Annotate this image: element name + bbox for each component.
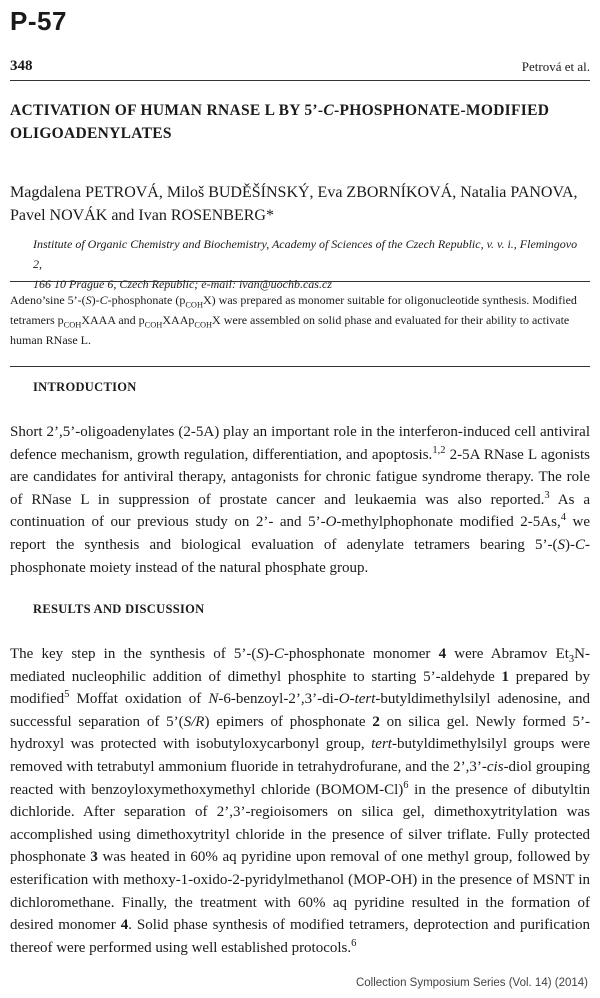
introduction-paragraph: Short 2’,5’-oligoadenylates (2-5A) play an important role in the interferon-induced cell antiviral defence mechanism, growth regulation, differentiation, and apoptosis.$^{1,2}$ 2-5A RNase L agonists are candidates for antiviral therapy, antagonists for chronic fatigue syndrome therapy. The role of RNase L in suppression of prostate cancer and leukaemia was also reported.$^3$ As a continuation of our previous study on 2’- and 5’-O-methylphophonate modified 2-5As,$^4$ we report the synthesis and biological evaluation of adenylate tetramers bearing 5’-(S)-C-phosphonate moiety instead of the natural phosphate group. <box>10 424 591 576</box>
poster-id: P-57 <box>10 6 67 36</box>
section-heading-results: RESULTS AND DISCUSSION <box>33 602 205 616</box>
results-paragraph: The key step in the synthesis of 5’-(S)-C-phosphonate monomer 4 were Abramov $Et_3N$-mediated nucleophilic addition of dimethyl phosphite to starting 5’-aldehyde 1 prepared by modified$^5$ Moffat oxidation of N-6-benzoyl-2’,3’-di-O-tert-butyldimethylsilyl adenosine, and successful separation of 5’(S/R) epimers of phosphonate 2 on silica gel. Newly formed 5’-hydroxyl was protected with isobutyloxycarbonyl group, tert-butyldimethylsilyl groups were removed with tetrabutyl ammonium fluoride in tetrahydrofurane, and the 2’,3’-cis-diol grouping reacted with benzoyloxymethoxymethyl chloride (BOMOM-Cl)$^6$ in the presence of dibutyltin dichloride. After separation of 2’,3’-regioisomers on silica gel, dimethoxytritylation was accomplished using dimethoxytrityl chloride in the presence of silver triflate. Fully protected phosphonate 3 was heated in 60% aq pyridine upon removal of one methyl group, followed by esterification with methoxy-1-oxido-2-pyridylmethanol (MOP-OH) in the presence of MSNT in dichloromethane. Finally, the treatment with 60% aq pyridine resulted in the formation of desired monomer 4. Solid phase synthesis of modified tetramers, deprotection and purification thereof were performed using well established protocols.$^6$ <box>10 646 590 956</box>
abstract: Adeno’sine 5’-(S)-C-phosphonate $(p_{COH}X)$ was prepared as monomer suitable for oligonucleotide synthesis. Modified tetramers $p_{COH}XAAA$ and $p_{COH}XAAp_{COH}X$ were assembled on solid phase and evaluated for their ability to activate human RNase L. <box>10 281 590 367</box>
page-number: 348 <box>10 58 33 74</box>
section-heading-introduction: INTRODUCTION <box>33 380 137 394</box>
article-title: ACTIVATION OF HUMAN RNASE L BY 5’-C-PHOSPHONATE-MODIFIED OLIGOADENYLATES <box>10 102 550 142</box>
running-author: Petrová et al. <box>521 59 590 74</box>
footer-series: Collection Symposium Series (Vol. 14) (2014) <box>355 977 588 989</box>
affiliation: Institute of Organic Chemistry and Biochemistry, Academy of Sciences of the Czech Republic, v. v. i., Flemingovo 2, 166 10 Prague 6, Czech Republic; e-mail: ivan@uochb.cas.cz <box>33 237 578 291</box>
author-list: Magdalena PETROVÁ, Miloš BUDĚŠÍNSKÝ, Eva ZBORNÍKOVÁ, Natalia PANOVA, Pavel NOVÁK and Ivan ROSENBERG* <box>10 184 578 224</box>
running-head <box>10 58 590 81</box>
